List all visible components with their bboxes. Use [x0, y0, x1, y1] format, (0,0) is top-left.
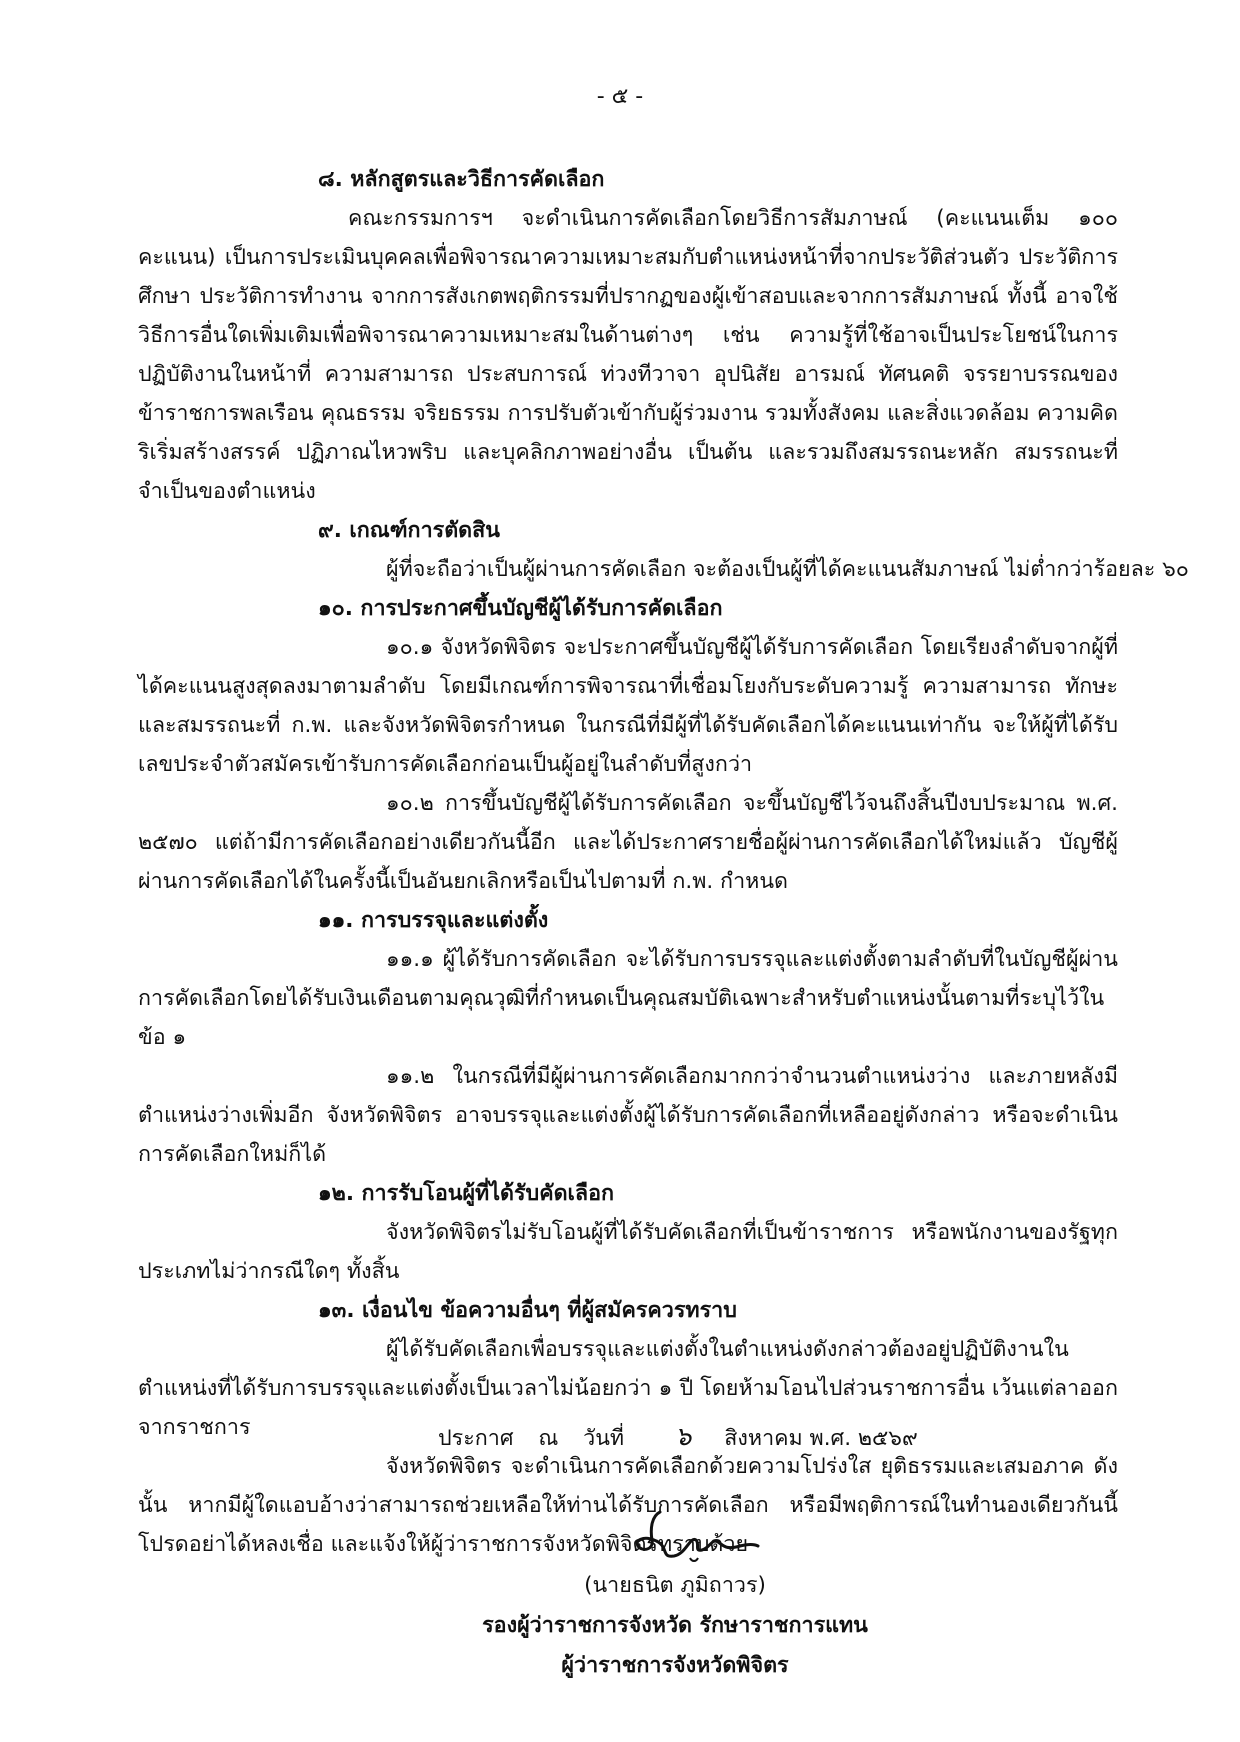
section-10-heading: ๑๐. การประกาศขึ้นบัญชีผู้ได้รับการคัดเลือก — [318, 596, 723, 621]
signature-image — [630, 1506, 760, 1564]
section-12-heading: ๑๒. การรับโอนผู้ที่ได้รับคัดเลือก — [318, 1181, 615, 1206]
section-10-1-paragraph: ๑๐.๑ จังหวัดพิจิตร จะประกาศขึ้นบัญชีผู้ได้รับการคัดเลือก โดยเรียงลำดับจากผู้ที่ได้คะแนนสูงสุดลงมาตามลำดับ โดยมีเกณฑ์การพิจารณาที่เชื่อมโยงกับระดับความรู้ ความสามารถ ทักษะ และสมรรถนะที่ ก.พ. และจังหวัดพิจิตรกำหนด ในกรณีที่มีผู้ที่ได้รับคัดเลือกได้คะแนนเท่ากัน จะให้ผู้ที่ได้รับเลขประจำตัวสมัครเข้ารับการคัดเลือกก่อนเป็นผู้อยู่ในลำดับที่สูงกว่า — [138, 635, 1118, 777]
announcement-day-label: วันที่ — [583, 1426, 625, 1451]
signatory-block — [440, 1566, 910, 1686]
signatory-name: (นายธนิต ภูมิถาวร) — [584, 1573, 766, 1598]
section-13-paragraph-2: จังหวัดพิจิตร จะดำเนินการคัดเลือกด้วยความโปร่งใส ยุติธรรมและเสมอภาค ดังนั้น หากมีผู้ใดแอบอ้างว่าสามารถช่วยเหลือให้ท่านได้รับการคัดเลือก หรือมีพฤติการณ์ในทำนองเดียวกันนี้ โปรดอย่าได้หลงเชื่อ และแจ้งให้ผู้ว่าราชการจังหวัดพิจิตรทราบด้วย — [138, 1454, 1118, 1557]
announcement-prefix: ประกาศ — [438, 1426, 514, 1451]
section-12-paragraph: จังหวัดพิจิตรไม่รับโอนผู้ที่ได้รับคัดเลือกที่เป็นข้าราชการ หรือพนักงานของรัฐทุกประเภทไม่ว่ากรณีใดๆ ทั้งสิ้น — [138, 1220, 1118, 1284]
signatory-position-line1: รองผู้ว่าราชการจังหวัด รักษาราชการแทน — [482, 1613, 868, 1638]
section-11 — [138, 901, 1118, 1174]
section-8-heading: ๘. หลักสูตรและวิธีการคัดเลือก — [318, 167, 605, 192]
section-11-1-paragraph: ๑๑.๑ ผู้ได้รับการคัดเลือก จะได้รับการบรรจุและแต่งตั้งตามลำดับที่ในบัญชีผู้ผ่านการคัดเลือกโดยได้รับเงินเดือนตามคุณวุฒิที่กำหนดเป็นคุณสมบัติเฉพาะสำหรับตำแหน่งนั้นตามที่ระบุไว้ในข้อ ๑ — [138, 947, 1118, 1050]
section-12 — [138, 1174, 1118, 1291]
section-11-heading: ๑๑. การบรรจุและแต่งตั้ง — [318, 908, 549, 933]
section-13-paragraph-1: ผู้ได้รับคัดเลือกเพื่อบรรจุและแต่งตั้งในตำแหน่งดังกล่าวต้องอยู่ปฏิบัติงานในตำแหน่งที่ได้รับการบรรจุและแต่งตั้งเป็นเวลาไม่น้อยกว่า ๑ ปี โดยห้ามโอนไปส่วนราชการอื่น เว้นแต่ลาออกจากราชการ — [138, 1337, 1118, 1440]
announcement-day: ๖ — [674, 1422, 692, 1452]
announcement-month-year: สิงหาคม พ.ศ. ๒๕๖๙ — [724, 1426, 918, 1451]
section-11-2-paragraph: ๑๑.๒ ในกรณีที่มีผู้ผ่านการคัดเลือกมากกว่าจำนวนตำแหน่งว่าง และภายหลังมีตำแหน่งว่างเพิ่มอีก จังหวัดพิจิตร อาจบรรจุและแต่งตั้งผู้ได้รับการคัดเลือกที่เหลืออยู่ดังกล่าว หรือจะดำเนินการคัดเลือกใหม่ก็ได้ — [138, 1064, 1118, 1167]
announcement-at: ณ — [538, 1426, 559, 1451]
section-8 — [138, 160, 1118, 511]
signatory-position-line2: ผู้ว่าราชการจังหวัดพิจิตร — [561, 1653, 789, 1678]
announcement-date — [438, 1416, 936, 1457]
section-8-paragraph: คณะกรรมการฯ จะดำเนินการคัดเลือกโดยวิธีการสัมภาษณ์ (คะแนนเต็ม ๑๐๐ คะแนน) เป็นการประเมินบุคคลเพื่อพิจารณาความเหมาะสมกับตำแหน่งหน้าที่จากประวัติส่วนตัว ประวัติการศึกษา ประวัติการทำงาน จากการสังเกตพฤติกรรมที่ปรากฏของผู้เข้าสอบและจากการสัมภาษณ์ ทั้งนี้ อาจใช้วิธีการอื่นใดเพิ่มเติมเพื่อพิจารณาความเหมาะสมในด้านต่างๆ เช่น ความรู้ที่ใช้อาจเป็นประโยชน์ในการปฏิบัติงานในหน้าที่ ความสามารถ ประสบการณ์ ท่วงทีวาจา อุปนิสัย อารมณ์ ทัศนคติ จรรยาบรรณของข้าราชการพลเรือน คุณธรรม จริยธรรม การปรับตัวเข้ากับผู้ร่วมงาน รวมทั้งสังคม และสิ่งแวดล้อม ความคิดริเริ่มสร้างสรรค์ ปฏิภาณไหวพริบ และบุคลิกภาพอย่างอื่น เป็นต้น และรวมถึงสมรรถนะหลัก สมรรถนะที่จำเป็นของตำแหน่ง — [138, 206, 1118, 504]
document-body — [138, 160, 1189, 1564]
section-9-heading: ๙. เกณฑ์การตัดสิน — [318, 518, 500, 543]
section-13-heading: ๑๓. เงื่อนไข ข้อความอื่นๆ ที่ผู้สมัครควรทราบ — [318, 1298, 737, 1323]
section-9-paragraph: ผู้ที่จะถือว่าเป็นผู้ผ่านการคัดเลือก จะต้องเป็นผู้ที่ได้คะแนนสัมภาษณ์ ไม่ต่ำกว่าร้อยละ ๖๐ — [386, 557, 1189, 582]
page-number: - ๕ - — [596, 84, 644, 109]
section-9 — [138, 511, 1189, 589]
section-10-2-paragraph: ๑๐.๒ การขึ้นบัญชีผู้ได้รับการคัดเลือก จะขึ้นบัญชีไว้จนถึงสิ้นปีงบประมาณ พ.ศ. ๒๕๗๐ แต่ถ้ามีการคัดเลือกอย่างเดียวกันนี้อีก และได้ประกาศรายชื่อผู้ผ่านการคัดเลือกได้ใหม่แล้ว บัญชีผู้ผ่านการคัดเลือกได้ในครั้งนี้เป็นอันยกเลิกหรือเป็นไปตามที่ ก.พ. กำหนด — [138, 791, 1118, 894]
section-10 — [138, 589, 1118, 901]
